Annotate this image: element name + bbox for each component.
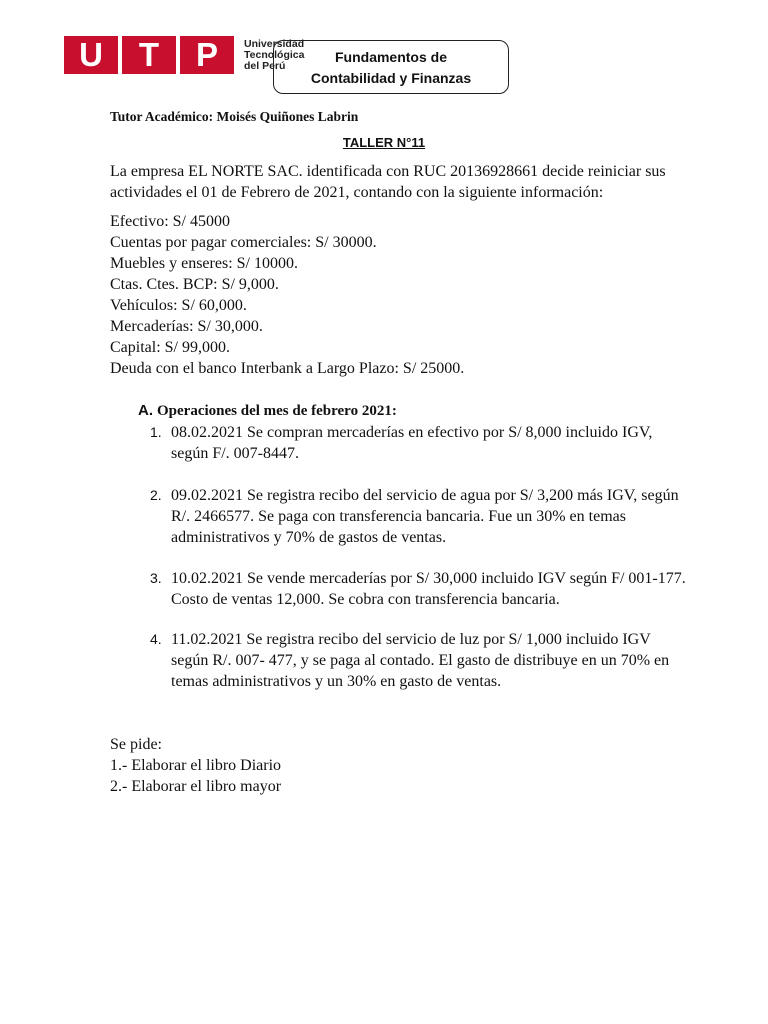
- document-title: TALLER N°11: [342, 135, 426, 150]
- operation-number: 4.: [150, 631, 162, 647]
- logo-line-2: Tecnológica: [244, 48, 305, 61]
- info-item: Efectivo: S/ 45000: [110, 213, 230, 230]
- tutor-line: Tutor Académico: Moisés Quiñones Labrin: [110, 109, 359, 124]
- operation-number: 2.: [150, 487, 162, 503]
- logo-letter-t: T: [122, 36, 176, 74]
- info-item: Ctas. Ctes. BCP: S/ 9,000.: [110, 276, 279, 293]
- info-item: Mercaderías: S/ 30,000.: [110, 318, 263, 335]
- operation-text: 11.02.2021 Se registra recibo del servicio de luz por S/ 1,000 incluido IGV según R/. 007- 477, y se paga al contado. El gasto de distribuye en un 70% en temas administrativos y un 30% en gasto de ventas.: [171, 631, 670, 690]
- info-item: Vehículos: S/ 60,000.: [110, 297, 247, 314]
- info-item: Muebles y enseres: S/ 10000.: [110, 255, 298, 272]
- intro-paragraph: La empresa EL NORTE SAC. identificada con RUC 20136928661 decide reiniciar sus actividades el 01 de Febrero de 2021, contando con la siguiente información:: [110, 163, 666, 201]
- requirements-label: Se pide:: [110, 736, 162, 753]
- initial-info-list: [110, 211, 464, 379]
- requirements-section: [110, 734, 281, 797]
- operation-item: [150, 422, 690, 464]
- operations-marker: A.: [138, 402, 153, 419]
- operation-number: 3.: [150, 570, 162, 586]
- requirement-item: 1.- Elaborar el libro Diario: [110, 757, 282, 774]
- course-title-box: [273, 40, 509, 94]
- info-item: Cuentas por pagar comerciales: S/ 30000.: [110, 234, 377, 251]
- info-item: Capital: S/ 99,000.: [110, 339, 230, 356]
- course-title-line-2: Contabilidad y Finanzas: [310, 70, 472, 86]
- info-item: Deuda con el banco Interbank a Largo Plazo: S/ 25000.: [110, 360, 465, 377]
- operation-item: [150, 629, 690, 692]
- operation-text: 09.02.2021 Se registra recibo del servicio de agua por S/ 3,200 más IGV, según R/. 2466577. Se paga con transferencia bancaria. Fue un 30% en temas administrativos y 70% de gastos de ventas.: [171, 487, 679, 546]
- operation-text: 08.02.2021 Se compran mercaderías en efectivo por S/ 8,000 incluido IGV, según F/. 007-8447.: [171, 424, 653, 462]
- logo-line-1: Universidad: [244, 38, 305, 50]
- operation-number: 1.: [150, 424, 162, 440]
- course-title-line-1: Fundamentos de: [334, 49, 447, 65]
- requirement-item: 2.- Elaborar el libro mayor: [110, 778, 282, 795]
- operation-text: 10.02.2021 Se vende mercaderías por S/ 30,000 incluido IGV según F/ 001-177. Costo de ventas 12,000. Se cobra con transferencia bancaria.: [171, 570, 686, 608]
- operation-item: [150, 485, 690, 548]
- logo-letter-u: U: [64, 36, 118, 74]
- operations-title: Operaciones del mes de febrero 2021:: [157, 403, 397, 419]
- logo-letter-p: P: [180, 36, 234, 74]
- logo-line-3: del Perú: [244, 59, 286, 72]
- operations-heading: [138, 402, 397, 420]
- operation-item: [150, 568, 690, 610]
